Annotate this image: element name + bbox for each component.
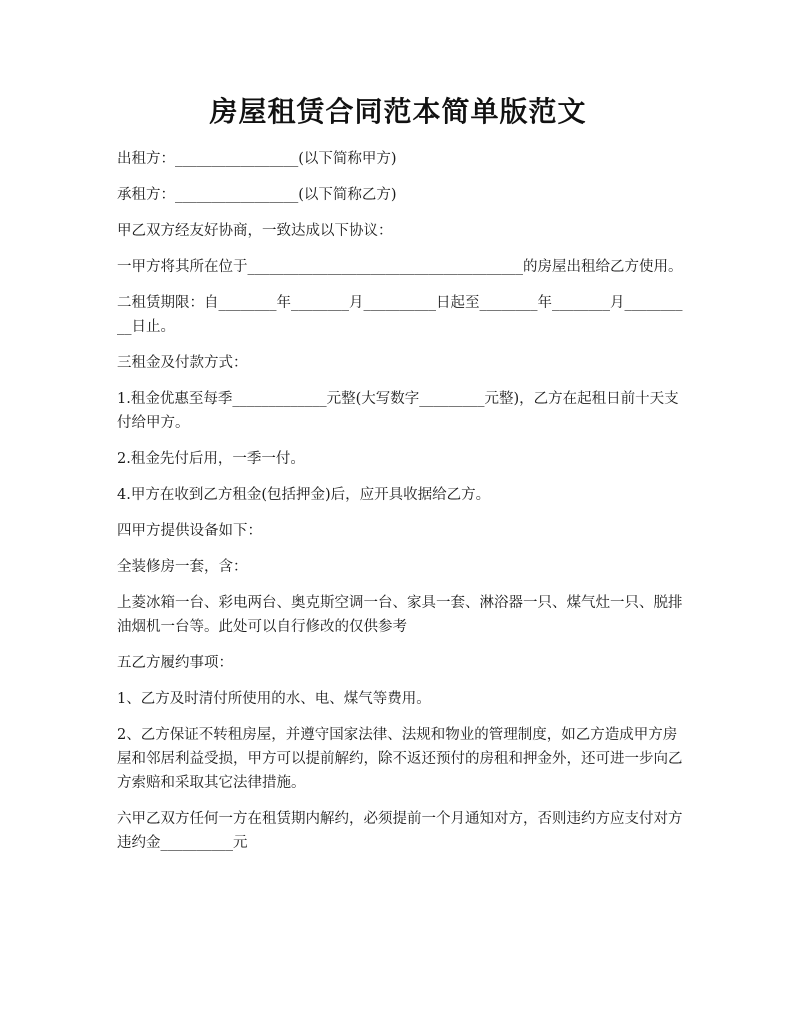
- paragraph-clause-4-intro: 全装修房一套，含：: [117, 559, 248, 575]
- document-body: [117, 147, 683, 867]
- paragraph-clause-3-item-2: 2.租金先付后用，一季一付。: [117, 451, 305, 467]
- paragraph-clause-3-item-4: 4.甲方在收到乙方租金(包括押金)后，应开具收据给乙方。: [117, 487, 491, 503]
- paragraph-clause-1-location: 一甲方将其所在位于______________________________________的房屋出租给乙方使用。: [117, 259, 683, 275]
- paragraph-clause-3-item-1: 1.租金优惠至每季_____________元整(大写数字_________元整)，乙方在起租日前十天支付给甲方。: [117, 391, 679, 431]
- paragraph-lessee: 承租方：_________________(以下简称乙方): [117, 187, 397, 203]
- paragraph-agreement-intro: 甲乙双方经友好协商，一致达成以下协议：: [117, 223, 393, 239]
- paragraph-clause-2-term: 二租赁期限：自________年________月__________日起至________年________月__________日止。: [117, 295, 683, 335]
- paragraph-clause-6: 六甲乙双方任何一方在租赁期内解约，必须提前一个月通知对方，否则违约方应支付对方违约金__________元: [117, 811, 683, 851]
- paragraph-lessor: 出租方：_________________(以下简称甲方): [117, 151, 397, 167]
- paragraph-clause-5-item-2: 2、乙方保证不转租房屋，并遵守国家法律、法规和物业的管理制度，如乙方造成甲方房屋和邻居利益受损，甲方可以提前解约，除不返还预付的房租和押金外，还可进一步向乙方索赔和采取其它法律措施。: [117, 727, 683, 791]
- paragraph-clause-3-heading: 三租金及付款方式：: [117, 355, 248, 371]
- paragraph-clause-4-equipment: 上菱冰箱一台、彩电两台、奥克斯空调一台、家具一套、淋浴器一只、煤气灶一只、脱排油烟机一台等。此处可以自行修改的仅供参考: [117, 595, 683, 635]
- paragraph-clause-5-item-1: 1、乙方及时清付所使用的水、电、煤气等费用。: [117, 691, 431, 707]
- paragraph-clause-5-heading: 五乙方履约事项：: [117, 655, 233, 671]
- paragraph-clause-4-heading: 四甲方提供设备如下：: [117, 523, 262, 539]
- document-title: 房屋租赁合同范本简单版范文: [209, 95, 587, 128]
